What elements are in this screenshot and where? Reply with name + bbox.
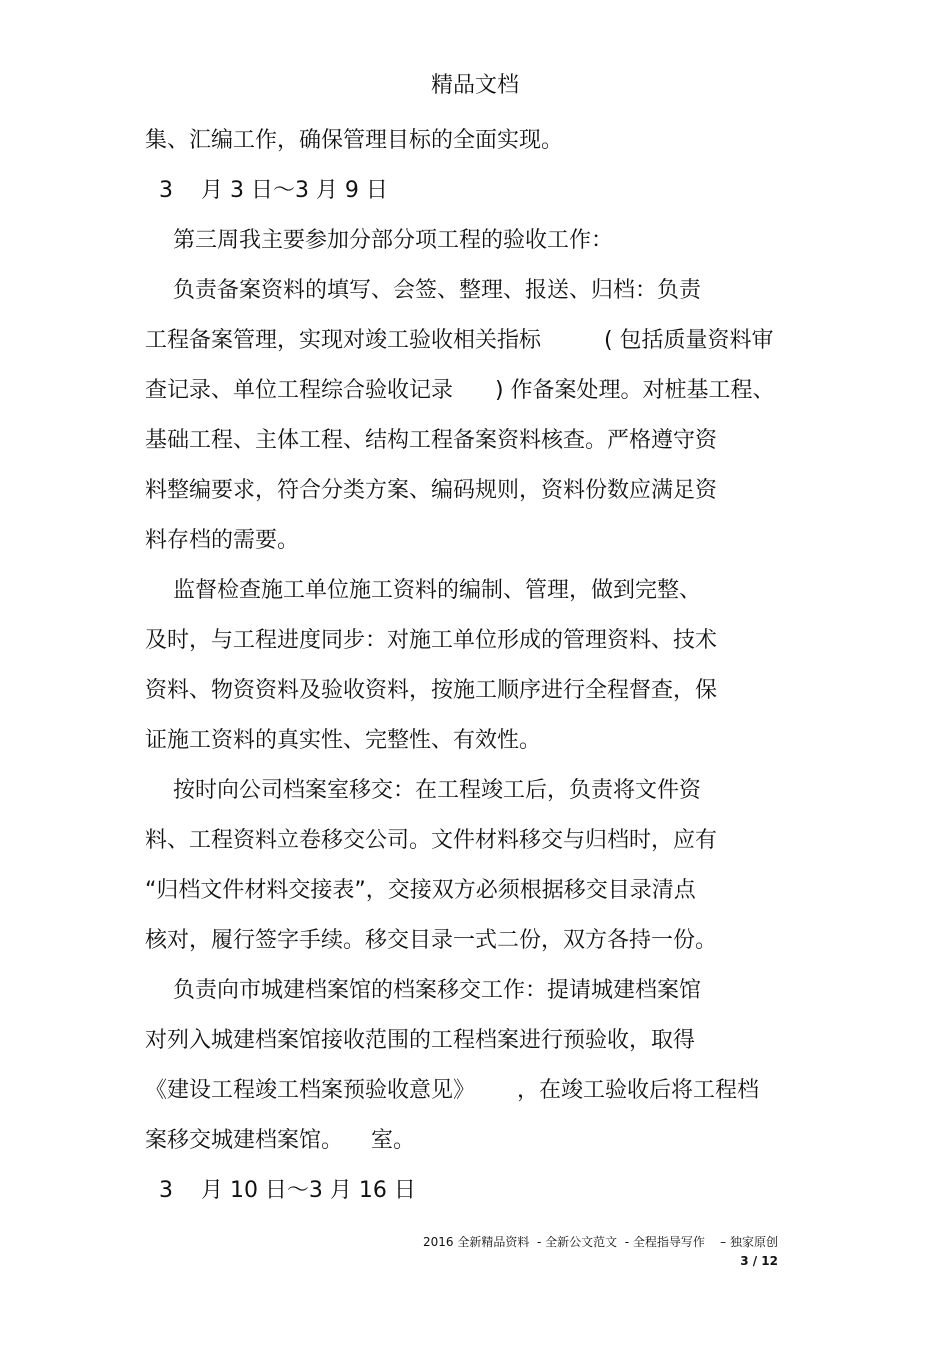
date-heading: 3 月 10 日～3 月 16 日 [145, 1178, 416, 1203]
text-line: 证施工资料的真实性、完整性、有效性。 [145, 728, 542, 753]
text-line: 料整编要求，符合分类方案、编码规则，资料份数应满足资 [145, 478, 718, 503]
text-line: 基础工程、主体工程、结构工程备案资料核查。严格遵守资 [145, 428, 718, 453]
text-line: 资料、物资资料及验收资料，按施工顺序进行全程督查，保 [145, 678, 718, 703]
text-line: 案移交城建档案馆。 室。 [145, 1128, 415, 1153]
page-header: 精品文档 [430, 73, 519, 98]
footer-text: 2016 全新精品资料 - 全新公文范文 - 全程指导写作 – 独家原创 [423, 1235, 778, 1249]
text-line: 料存档的需要。 [145, 528, 300, 553]
document-body [145, 116, 825, 1216]
text-line: 料、工程资料立卷移交公司。文件材料移交与归档时，应有 [145, 828, 718, 853]
text-line: 负责备案资料的填写、会签、整理、报送、归档：负责 [145, 278, 701, 303]
text-line: 对列入城建档案馆接收范围的工程档案进行预验收，取得 [145, 1028, 696, 1053]
text-line: 工程备案管理，实现对竣工验收相关指标 ( 包括质量资料审 [145, 328, 774, 353]
text-line: 按时向公司档案室移交：在工程竣工后，负责将文件资 [145, 778, 701, 803]
text-line: 负责向市城建档案馆的档案移交工作：提请城建档案馆 [145, 978, 701, 1003]
text-line: 查记录、单位工程综合验收记录 ) 作备案处理。对桩基工程、 [145, 378, 775, 403]
text-line: 《建设工程竣工档案预验收意见》 ，在竣工验收后将工程档 [145, 1078, 759, 1103]
page-number: 3 / 12 [740, 1254, 778, 1268]
text-line: 集、汇编工作，确保管理目标的全面实现。 [145, 128, 564, 153]
text-line: 及时，与工程进度同步：对施工单位形成的管理资料、技术 [145, 628, 718, 653]
text-line: 监督检查施工单位施工资料的编制、管理，做到完整、 [145, 578, 701, 603]
text-line: 核对，履行签字手续。移交目录一式二份，双方各持一份。 [145, 928, 718, 953]
date-heading: 3 月 3 日～3 月 9 日 [145, 178, 388, 203]
text-line: 第三周我主要参加分部分项工程的验收工作： [145, 228, 613, 253]
text-line: “归档文件材料交接表”，交接双方必须根据移交目录清点 [145, 878, 696, 903]
